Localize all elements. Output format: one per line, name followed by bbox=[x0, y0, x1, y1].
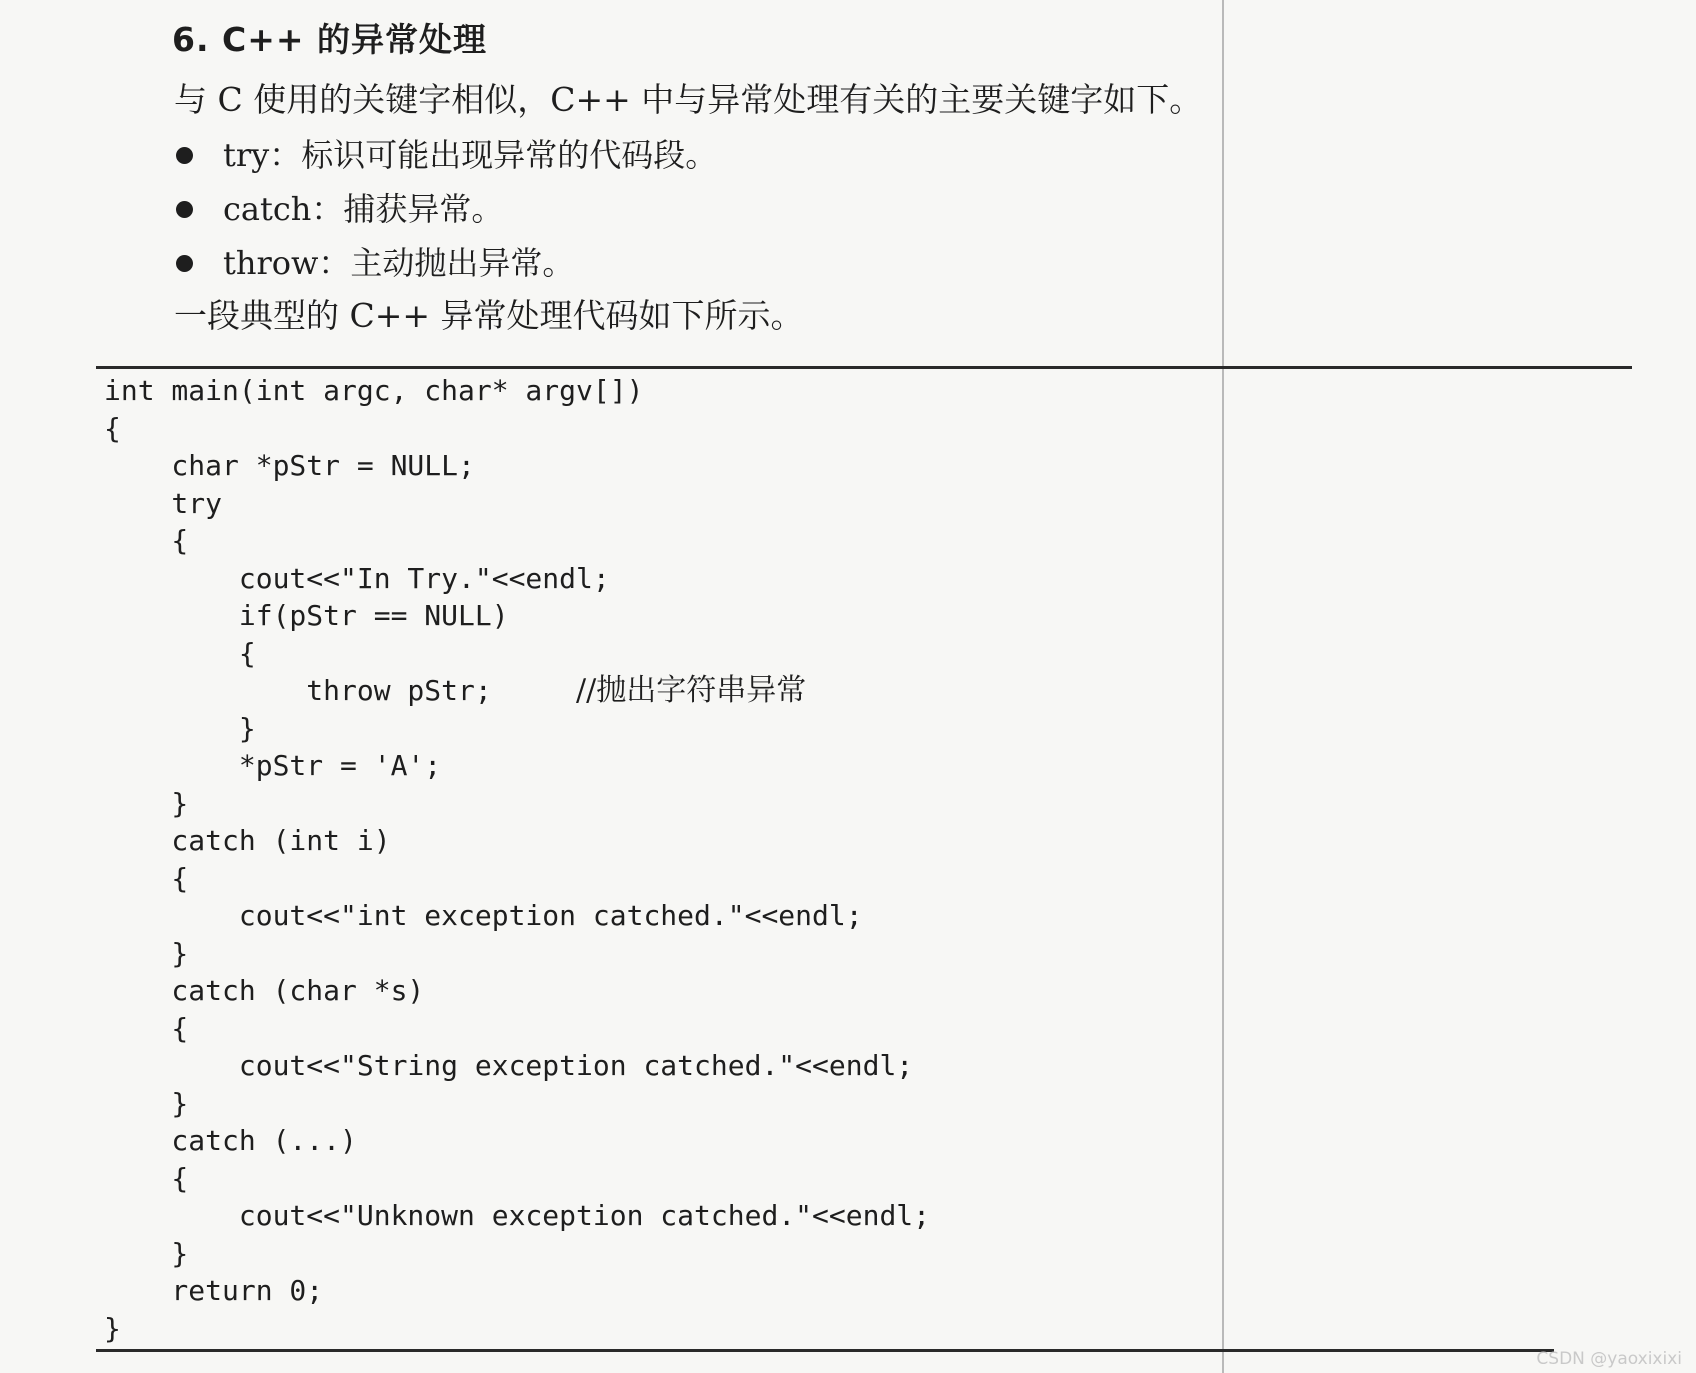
code-text: catch (...) bbox=[104, 1124, 357, 1157]
keyword-name: throw bbox=[223, 244, 319, 282]
code-line bbox=[104, 1085, 930, 1123]
code-text: } bbox=[104, 786, 189, 820]
code-text: { bbox=[104, 411, 121, 445]
code-line bbox=[104, 410, 930, 448]
code-line bbox=[104, 972, 930, 1010]
keyword-description: ：标识可能出现异常的代码段。 bbox=[269, 136, 718, 174]
code-text: { bbox=[104, 1011, 189, 1045]
section-heading: 6. C++ 的异常处理 bbox=[172, 20, 487, 59]
code-line bbox=[104, 1047, 930, 1085]
code-line bbox=[104, 1010, 930, 1048]
code-line bbox=[104, 1272, 930, 1310]
code-line bbox=[104, 1197, 930, 1235]
code-line bbox=[104, 522, 930, 560]
code-text: try bbox=[104, 486, 223, 520]
code-text: throw pStr; bbox=[104, 674, 577, 707]
watermark: CSDN @yaoxixixi bbox=[1536, 1349, 1682, 1369]
code-line bbox=[104, 710, 930, 748]
code-line bbox=[104, 785, 930, 823]
code-intro-paragraph: 一段典型的 C++ 异常处理代码如下所示。 bbox=[174, 296, 804, 335]
code-line bbox=[104, 747, 930, 785]
code-line bbox=[104, 1122, 930, 1160]
keyword-list-item-catch bbox=[176, 182, 717, 236]
code-text: } bbox=[104, 1311, 121, 1345]
code-text: { bbox=[104, 524, 189, 557]
code-line bbox=[104, 860, 930, 898]
code-text: } bbox=[104, 1086, 189, 1120]
keyword-list-item-throw bbox=[176, 236, 717, 290]
code-comment: //抛出字符串异常 bbox=[576, 673, 807, 708]
bullet-dot-icon bbox=[176, 201, 193, 218]
keyword-list-item-try bbox=[176, 128, 717, 182]
code-line bbox=[104, 597, 930, 635]
code-line bbox=[104, 897, 930, 935]
code-line bbox=[104, 635, 930, 673]
code-text: } bbox=[104, 711, 256, 745]
code-text: cout<<"String exception catched."<<endl; bbox=[104, 1049, 914, 1082]
code-text: return 0; bbox=[104, 1274, 324, 1307]
code-text: } bbox=[104, 936, 189, 970]
code-line bbox=[104, 672, 930, 710]
code-text: cout<<"int exception catched."<<endl; bbox=[104, 899, 863, 932]
code-text: int main(int argc, char* argv[]) bbox=[104, 374, 644, 407]
bullet-dot-icon bbox=[176, 255, 193, 272]
code-line bbox=[104, 560, 930, 598]
code-block-bottom-rule bbox=[96, 1349, 1554, 1352]
code-line bbox=[104, 1310, 930, 1348]
keyword-description: ：捕获异常。 bbox=[311, 190, 504, 228]
page-gutter-line bbox=[1222, 0, 1224, 1373]
intro-paragraph: 与 C 使用的关键字相似，C++ 中与异常处理有关的主要关键字如下。 bbox=[174, 80, 1203, 119]
code-text: { bbox=[104, 636, 256, 670]
code-text: catch (int i) bbox=[104, 824, 391, 857]
code-block bbox=[104, 372, 930, 1347]
code-text: } bbox=[104, 1236, 189, 1270]
code-text: char *pStr = NULL; bbox=[104, 449, 475, 482]
code-line bbox=[104, 485, 930, 523]
code-text: if(pStr == NULL) bbox=[104, 599, 509, 632]
keyword-name: catch bbox=[223, 190, 312, 228]
code-line bbox=[104, 1160, 930, 1198]
code-line bbox=[104, 935, 930, 973]
code-text: catch (char *s) bbox=[104, 974, 425, 1007]
keyword-list bbox=[176, 128, 717, 290]
keyword-name: try bbox=[223, 136, 270, 174]
code-text: *pStr = 'A'; bbox=[104, 749, 442, 782]
code-line bbox=[104, 447, 930, 485]
code-line bbox=[104, 372, 930, 410]
code-text: { bbox=[104, 1161, 189, 1195]
code-text: cout<<"Unknown exception catched."<<endl; bbox=[104, 1199, 931, 1232]
code-line bbox=[104, 822, 930, 860]
bullet-dot-icon bbox=[176, 147, 193, 164]
code-line bbox=[104, 1235, 930, 1273]
keyword-description: ：主动抛出异常。 bbox=[318, 244, 575, 282]
code-text: { bbox=[104, 861, 189, 895]
code-block-top-rule bbox=[96, 366, 1632, 369]
code-text: cout<<"In Try."<<endl; bbox=[104, 561, 610, 595]
